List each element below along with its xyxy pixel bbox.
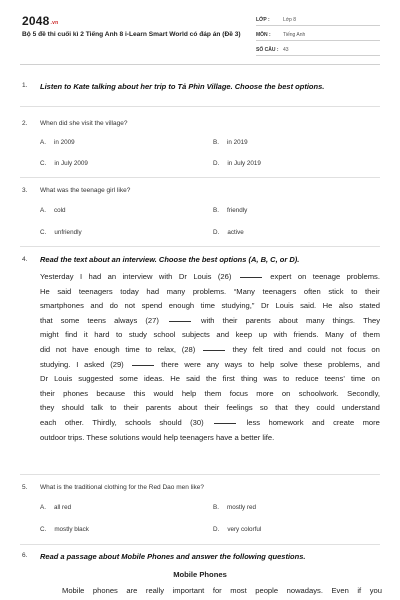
- passage-word: could: [307, 344, 326, 354]
- passage-word: focus: [347, 344, 366, 354]
- meta-class-label: LỚP :: [256, 17, 270, 23]
- passage-word: should: [159, 417, 182, 427]
- divider: [20, 106, 380, 107]
- passage-word: are: [126, 586, 138, 595]
- meta-subject-value: Tiếng Anh: [283, 32, 306, 38]
- option-letter: B.: [213, 504, 219, 511]
- divider: [20, 246, 380, 247]
- passage-word: also: [338, 301, 353, 311]
- passage-word: parents: [145, 403, 172, 413]
- passage-line: [40, 270, 380, 285]
- passage-word: said: [57, 286, 72, 296]
- passage-word: they: [40, 403, 55, 413]
- passage-word: more: [362, 417, 380, 427]
- passage-word: did: [40, 344, 51, 354]
- passage-word: understand: [341, 403, 380, 413]
- passage-word: to: [110, 403, 117, 413]
- passage-line: [40, 387, 380, 402]
- passage-word: find: [65, 330, 78, 340]
- question-4-text: Read the text about an interview. Choose the best options (A, B, C, or D).: [40, 255, 300, 264]
- passage-word: an: [107, 272, 117, 281]
- passage-word: teenagers: [180, 432, 216, 442]
- option-b[interactable]: [213, 504, 256, 511]
- interview-passage: [40, 270, 380, 445]
- option-letter: C.: [40, 526, 47, 533]
- passage-word: thing: [240, 374, 258, 384]
- question-2-text: When did she visit the village?: [40, 120, 128, 127]
- passage-word: (27): [145, 315, 159, 325]
- passage-word: better: [240, 432, 263, 442]
- passage-line: [40, 416, 380, 431]
- passage-word: (29): [110, 359, 124, 369]
- passage-word: them: [204, 388, 222, 398]
- passage-word: reduce: [295, 374, 319, 384]
- passage-word: with: [201, 315, 215, 325]
- passage-word: teens’: [324, 374, 345, 384]
- option-text: mostly black: [54, 526, 89, 533]
- passage-word: to: [351, 286, 358, 296]
- meta-count-value: 43: [283, 47, 289, 53]
- passage-word: said.: [300, 301, 317, 311]
- passage-word: Many: [325, 330, 344, 340]
- option-letter: A.: [40, 207, 46, 214]
- passage-word: He: [40, 286, 50, 296]
- passage-word: friends.: [293, 330, 319, 340]
- passage-line: [40, 299, 380, 314]
- passage-word: this: [133, 388, 146, 398]
- option-letter: B.: [213, 207, 219, 214]
- passage-word: create: [333, 417, 355, 427]
- meta-class: [256, 14, 380, 26]
- passage-word: them: [363, 330, 380, 340]
- passage-word: feelings: [226, 403, 253, 413]
- passage-word: solutions: [109, 432, 142, 442]
- passage-line: [40, 431, 380, 446]
- passage-word: could: [316, 403, 335, 413]
- answer-blank[interactable]: [132, 358, 154, 366]
- passage-word: up: [258, 330, 268, 340]
- option-text: unfriendly: [54, 229, 82, 236]
- question-number: 5.: [22, 484, 28, 491]
- passage-word: schools: [125, 417, 151, 427]
- passage-word: nowadays.: [286, 586, 323, 595]
- answer-blank[interactable]: [214, 416, 236, 424]
- passage-word: today: [120, 286, 139, 296]
- question-number: 1.: [22, 82, 28, 89]
- passage-word: Dr: [260, 301, 269, 311]
- document-header: [0, 0, 400, 62]
- option-text: active: [227, 229, 244, 236]
- passage-word: school: [153, 330, 176, 340]
- passage-word: have: [215, 432, 235, 442]
- passage-word: to: [283, 374, 290, 384]
- passage-word: relax,: [157, 344, 177, 354]
- passage-word: time: [200, 301, 215, 311]
- passage-word: smartphones: [40, 301, 84, 311]
- passage-word: always: [114, 315, 138, 325]
- passage-word: ways: [224, 359, 243, 369]
- question-number: 2.: [22, 120, 28, 127]
- logo-tld: .vn: [50, 20, 59, 26]
- passage-word: phones: [92, 586, 118, 595]
- passage-word: Thirdly,: [92, 417, 117, 427]
- passage-word: expert: [270, 272, 292, 281]
- passage-word: time: [351, 374, 366, 384]
- passage-word: tired: [268, 344, 284, 354]
- option-letter: D.: [213, 229, 220, 236]
- passage-word: a: [234, 432, 241, 442]
- passage-word: spend: [141, 301, 163, 311]
- question-1-text: Listen to Kate talking about her trip to Tả Phìn Village. Choose the best options.: [40, 82, 325, 91]
- passage-word: Louis: [275, 301, 294, 311]
- passage-word: said: [186, 374, 200, 384]
- option-text: mostly red: [226, 504, 256, 511]
- passage-word: and: [367, 359, 380, 369]
- divider: [20, 544, 380, 545]
- passage-word: their: [123, 403, 139, 413]
- passage-word: these: [303, 359, 323, 369]
- meta-subject-label: MÔN :: [256, 32, 271, 38]
- passage-word: to: [115, 330, 123, 340]
- passage-word: parents: [245, 315, 271, 325]
- passage-word: not: [55, 344, 67, 354]
- passage-word: He: [322, 301, 333, 311]
- passage-word: really: [145, 586, 165, 595]
- answer-blank[interactable]: [169, 314, 191, 322]
- question-number: 3.: [22, 187, 28, 194]
- passage-word: He: [170, 374, 181, 384]
- passage-word: and: [311, 417, 325, 427]
- passage-word: about: [178, 403, 198, 413]
- passage-word: solve: [280, 359, 298, 369]
- option-letter: D.: [213, 526, 220, 533]
- passage-word: (26): [217, 272, 232, 281]
- option-d[interactable]: [213, 160, 261, 167]
- answer-blank[interactable]: [203, 343, 225, 351]
- passage-line: [40, 343, 380, 358]
- passage-word: often: [303, 286, 321, 296]
- passage-word: to: [145, 344, 152, 354]
- passage-word: many: [166, 286, 186, 296]
- option-text: friendly: [226, 207, 248, 214]
- passage-word: study: [128, 330, 147, 340]
- passage-word: trips.: [67, 432, 87, 442]
- logo-text: 2048: [22, 14, 50, 28]
- passage-word: not: [124, 301, 136, 311]
- divider: [20, 177, 380, 178]
- passage-word: ideas.: [143, 374, 165, 384]
- passage-word: there: [161, 359, 179, 369]
- option-d[interactable]: [213, 526, 261, 533]
- meta-count: [256, 44, 380, 56]
- passage-word: teenagers: [262, 286, 297, 296]
- passage-line: [40, 314, 380, 329]
- passage-word: stated: [359, 301, 380, 311]
- passage-line: [40, 358, 380, 373]
- passage-word: focus: [229, 388, 248, 398]
- passage-word: their: [40, 388, 55, 398]
- passage-word: their: [222, 315, 238, 325]
- passage-word: (30): [190, 417, 204, 427]
- option-text: very colorful: [227, 526, 262, 533]
- passage-word: interview: [122, 272, 153, 281]
- passage-word: on: [297, 272, 307, 281]
- passage-word: important: [172, 586, 205, 595]
- passage-word: other.: [64, 417, 84, 427]
- passage-word: teenage: [312, 272, 341, 281]
- option-letter: D.: [213, 160, 220, 167]
- passage-word: should: [61, 403, 84, 413]
- passage-word: on: [371, 374, 380, 384]
- passage-word: asked: [84, 359, 105, 369]
- passage-word: hard: [94, 330, 110, 340]
- passage-word: and: [289, 344, 302, 354]
- passage-word: subjects: [182, 330, 210, 340]
- option-letter: C.: [40, 229, 47, 236]
- option-text: all red: [53, 504, 72, 511]
- option-b[interactable]: [213, 139, 248, 146]
- passage-word: would: [153, 388, 174, 398]
- passage-word: stick: [328, 286, 344, 296]
- option-letter: B.: [213, 139, 219, 146]
- option-d[interactable]: [213, 229, 244, 236]
- passage-word: homework: [268, 417, 304, 427]
- passage-word: studying.: [40, 359, 71, 369]
- passage-line: [40, 328, 380, 343]
- passage-word: with: [273, 330, 288, 340]
- passage-word: so: [259, 403, 268, 413]
- passage-word: some: [60, 315, 80, 325]
- passage-word: felt: [252, 344, 263, 354]
- passage-word: I: [79, 272, 83, 281]
- passage-word: life.: [262, 432, 275, 442]
- question-3-text: What was the teenage girl like?: [40, 187, 131, 194]
- option-text: in July 2019: [227, 160, 261, 167]
- passage-word: of: [350, 330, 357, 340]
- passage-word: their: [365, 286, 380, 296]
- option-text: in 2009: [53, 139, 75, 146]
- option-a[interactable]: [40, 504, 71, 511]
- option-letter: A.: [40, 139, 46, 146]
- passage-word: Mobile: [62, 586, 85, 595]
- passage-word: These: [86, 432, 110, 442]
- passage-word: most: [230, 586, 247, 595]
- passage-word: help: [259, 359, 275, 369]
- passage-word: enough: [168, 301, 195, 311]
- question-number: 4.: [22, 256, 28, 263]
- passage-word: studying,”: [221, 301, 255, 311]
- passage-word: their: [204, 403, 220, 413]
- passage-word: that: [275, 403, 288, 413]
- site-logo[interactable]: [22, 14, 58, 28]
- answer-blank[interactable]: [240, 270, 262, 278]
- passage-word: that: [40, 315, 53, 325]
- passage-word: schoolwork.: [298, 388, 339, 398]
- passage-word: you: [369, 586, 382, 595]
- passage-word: suggested: [78, 374, 114, 384]
- passage-word: have: [72, 344, 89, 354]
- passage-word: help: [163, 432, 181, 442]
- option-a[interactable]: [40, 139, 75, 146]
- passage-word: talk: [91, 403, 103, 413]
- passage-word: each: [40, 417, 57, 427]
- passage-word: they: [294, 403, 310, 413]
- passage-word: outdoor: [40, 432, 68, 442]
- meta-count-label: SỐ CÂU :: [256, 47, 279, 53]
- passage-word: on: [371, 344, 380, 354]
- passage-word: not: [331, 344, 342, 354]
- passage-word: were: [184, 359, 201, 369]
- option-a[interactable]: [40, 207, 66, 214]
- passage-word: time: [125, 344, 140, 354]
- option-text: in 2019: [226, 139, 248, 146]
- passage-word: they: [232, 344, 247, 354]
- passage-word: things.: [332, 315, 356, 325]
- passage-word: many: [306, 315, 325, 325]
- passage-word: Yesterday: [40, 272, 74, 281]
- option-text: cold: [53, 207, 66, 214]
- passage-word: with: [158, 272, 173, 281]
- passage-word: might: [40, 330, 59, 340]
- passage-word: on: [281, 388, 291, 398]
- passage-word: and: [90, 301, 104, 311]
- passage-line: [40, 401, 380, 416]
- passage-line: [40, 285, 380, 300]
- passage-word: Louis: [193, 272, 212, 281]
- passage-word: (28): [181, 344, 196, 354]
- passage-word: less: [246, 417, 261, 427]
- passage-word: it: [83, 330, 88, 340]
- passage-word: keep: [235, 330, 253, 340]
- passage-first-line: [62, 586, 382, 595]
- passage-word: teens: [87, 315, 106, 325]
- passage-word: would: [141, 432, 164, 442]
- question-number: 6.: [22, 552, 28, 559]
- passage-word: was: [263, 374, 277, 384]
- passage-word: more: [256, 388, 274, 398]
- passage-word: Even: [331, 586, 349, 595]
- passage-word: problems.: [346, 272, 380, 281]
- passage-word: help: [181, 388, 197, 398]
- passage-word: “Many: [233, 286, 255, 296]
- passage-word: Louis: [54, 374, 73, 384]
- passage-word: the: [206, 374, 217, 384]
- passage-word: about: [278, 315, 298, 325]
- passage-word: teenagers: [78, 286, 113, 296]
- header-divider: [20, 64, 380, 65]
- question-5-text: What is the traditional clothing for the Red Dao men like?: [40, 484, 205, 491]
- passage-word: Dr: [40, 374, 49, 384]
- passage-title: Mobile Phones: [173, 570, 227, 579]
- option-c[interactable]: [40, 526, 89, 533]
- meta-class-value: Lớp 8: [283, 17, 297, 23]
- passage-word: any: [206, 359, 219, 369]
- passage-word: do: [109, 301, 119, 311]
- passage-word: Dr: [178, 272, 187, 281]
- meta-subject: [256, 29, 380, 41]
- option-letter: A.: [40, 504, 46, 511]
- passage-word: phones: [63, 388, 89, 398]
- passage-word: I: [76, 359, 79, 369]
- option-c[interactable]: [40, 229, 82, 236]
- passage-word: because: [96, 388, 126, 398]
- passage-word: problems.: [192, 286, 227, 296]
- passage-word: had: [146, 286, 160, 296]
- option-c[interactable]: [40, 160, 88, 167]
- passage-word: Secondly,: [347, 388, 380, 398]
- passage-word: enough: [94, 344, 120, 354]
- passage-word: first: [222, 374, 235, 384]
- passage-word: had: [88, 272, 102, 281]
- passage-word: to: [247, 359, 255, 369]
- option-b[interactable]: [213, 207, 247, 214]
- divider: [20, 474, 380, 475]
- option-letter: C.: [40, 160, 47, 167]
- document-title: Bộ 5 đề thi cuối kì 2 Tiếng Anh 8 i-Learn Smart World có đáp án (Đề 3): [22, 31, 241, 38]
- passage-line: [40, 372, 380, 387]
- passage-word: and: [216, 330, 230, 340]
- passage-word: problems,: [328, 359, 362, 369]
- passage-word: if: [357, 586, 362, 595]
- passage-word: some: [119, 374, 138, 384]
- question-6-text: Read a passage about Mobile Phones and answer the following questions.: [40, 552, 306, 561]
- passage-word: for: [212, 586, 222, 595]
- option-text: in July 2009: [54, 160, 88, 167]
- passage-word: They: [363, 315, 380, 325]
- passage-word: people: [255, 586, 279, 595]
